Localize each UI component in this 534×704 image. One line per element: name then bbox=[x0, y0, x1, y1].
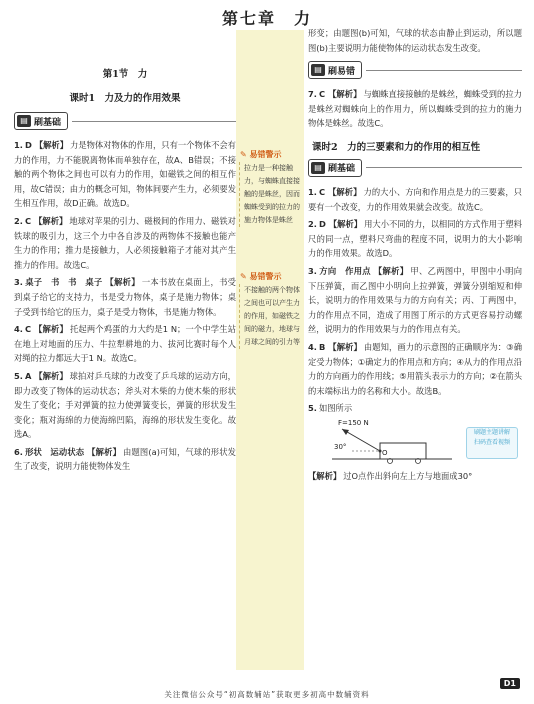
answer-item: 3. 桌子 书 书 桌子 【解析】 一本书放在桌面上，书受到桌子给它的支持力，书是受力物体，桌子是施力物体；桌子受到书给它的压力，桌子是受力物体，书是施力物体。 bbox=[14, 277, 236, 317]
answer-item: 2. D 【解析】 用大小不同的力，以相同的方式作用于塑料尺的同一点，塑料尺弯曲的程度不同，说明力的大小影响力的作用效果。故选D。 bbox=[308, 219, 522, 259]
answer-item: 【解析】 过O点作出斜向左上方与地面成30° bbox=[308, 470, 473, 481]
tip-heading: ✎ 易错警示 bbox=[240, 272, 282, 281]
answer-item: 6. 形状 运动状态 【解析】 由题图(a)可知，气球的形状发生了改变，说明力能使物体发生 bbox=[14, 446, 236, 472]
tip-heading: ✎ 易错警示 bbox=[240, 150, 282, 159]
point-label: O bbox=[382, 448, 388, 457]
answer-item: 1. D 【解析】 力是物体对物体的作用，只有一个物体不会有力的作用，力不能脱离物体而单独存在，故A、B错误；不接触的两个物体之间也可以有力的作用，如磁铁之间的相互作用，故C错误；由力的概念可知，物体间要产生力，必须要发生相互作用，故D正确。故选D。 bbox=[14, 140, 236, 209]
lesson-title: 课时2 力的三要素和力的作用的相互性 bbox=[312, 141, 481, 153]
answer-item: 4. C 【解析】 托起两个鸡蛋的力大约是1 N；一个中学生站在地上对地面的压力、牛拉犁耕地的力、拔河比赛时每个人对绳的拉力都远大于1 N。故选C。 bbox=[14, 324, 236, 364]
book-icon: ▤ bbox=[311, 64, 325, 76]
badge-basic: ▤ 刷基础 bbox=[14, 112, 236, 130]
force-arrow-line bbox=[342, 429, 380, 451]
badge-mistake: ▤ 刷易错 bbox=[308, 61, 522, 79]
book-icon: ▤ bbox=[311, 162, 325, 174]
answer-item-continued: 形变；由题图(b)可知，气球的状态由静止到运动，所以题图(b)主要说明力能使物体的运动状态发生改变。 bbox=[308, 28, 522, 53]
warning-icon: ✎ bbox=[240, 272, 247, 281]
tip-text: 拉力是一种接触力，与蜘蛛直接接触的是蛛丝，因而蜘蛛受到的拉力的施力物体是蛛丝 bbox=[239, 162, 304, 227]
tip-block-2 bbox=[236, 270, 304, 349]
answer-item: 5. 如图所示 bbox=[308, 403, 353, 414]
answer-item: 1. C 【解析】 力的大小、方向和作用点是力的三要素，只要有一个改变，力的作用效果就会改变。故选C。 bbox=[308, 186, 522, 212]
page-number: D1 bbox=[500, 678, 520, 689]
force-label: F=150 N bbox=[338, 418, 369, 427]
left-column bbox=[14, 56, 236, 477]
force-diagram bbox=[308, 419, 522, 465]
answer-item: 4. B 【解析】 由题知，画力的示意图的正确顺序为：③确定受力物体；①确定力的作用点和方向；④从力的作用点沿力的方向画力的作用线；⑤用箭头表示力的方向；②在箭头的末端标出力的名称和大小。故选B。 bbox=[308, 341, 523, 396]
tip-column bbox=[236, 30, 304, 670]
tip-text: 不接触的两个物体之间也可以产生力的作用，如磁铁之间的磁力，地球与月球之间的引力等 bbox=[239, 284, 304, 349]
badge-basic: ▤ 刷基础 bbox=[308, 159, 522, 177]
tip-block-1 bbox=[236, 148, 304, 227]
angle-label: 30° bbox=[334, 442, 347, 451]
chapter-title: 第七章 力 bbox=[221, 9, 312, 28]
right-column bbox=[308, 26, 522, 486]
answer-item: 3. 方向 作用点 【解析】 甲、乙两图中，甲图中小明向下压弹簧，而乙图中小明向上拉弹簧，弹簧分别缩短和伸长，说明力的作用效果与力的方向有关；丙、丁两图中，力的作用点不同，造成了用图丁所示的方式更容易拧动螺丝，说明力的作用效果与力的作用点有关。 bbox=[308, 265, 522, 335]
qr-stamp: 刷题主题讲解 扫码查看视频 bbox=[466, 427, 518, 459]
warning-icon: ✎ bbox=[240, 150, 247, 159]
lesson-title: 课时1 力及力的作用效果 bbox=[69, 93, 181, 104]
footer-note: 关注微信公众号“初高数辅站”获取更多初高中数辅资料 bbox=[164, 690, 370, 699]
book-icon: ▤ bbox=[17, 115, 31, 127]
section-title: 第1节 力 bbox=[102, 69, 148, 80]
answer-item: 2. C 【解析】 地球对苹果的引力、磁极间的作用力、磁铁对铁球的吸引力，这三个力中各自涉及的两物体不接触也能产生力的作用；推力是接触力，人必须接触箱子才能对其产生推力的作用。故选C。 bbox=[14, 215, 236, 270]
answer-item: 5. A 【解析】 球拍对乒乓球的力改变了乒乓球的运动方向，即力改变了物体的运动状态；斧头对木柴的力使木柴的形状发生了变化；手对弹簧的拉力使弹簧变长，弹簧的形状发生变化；瓶对海绵的力使海绵凹陷，海绵的形状发生变化。故选A。 bbox=[14, 370, 236, 440]
answer-item: 7. C 【解析】 与蜘蛛直接接触的是蛛丝，蜘蛛受到的拉力是蛛丝对蜘蛛向上的作用力，所以蜘蛛受到的拉力的施力物体是蛛丝。故选C。 bbox=[308, 89, 522, 129]
